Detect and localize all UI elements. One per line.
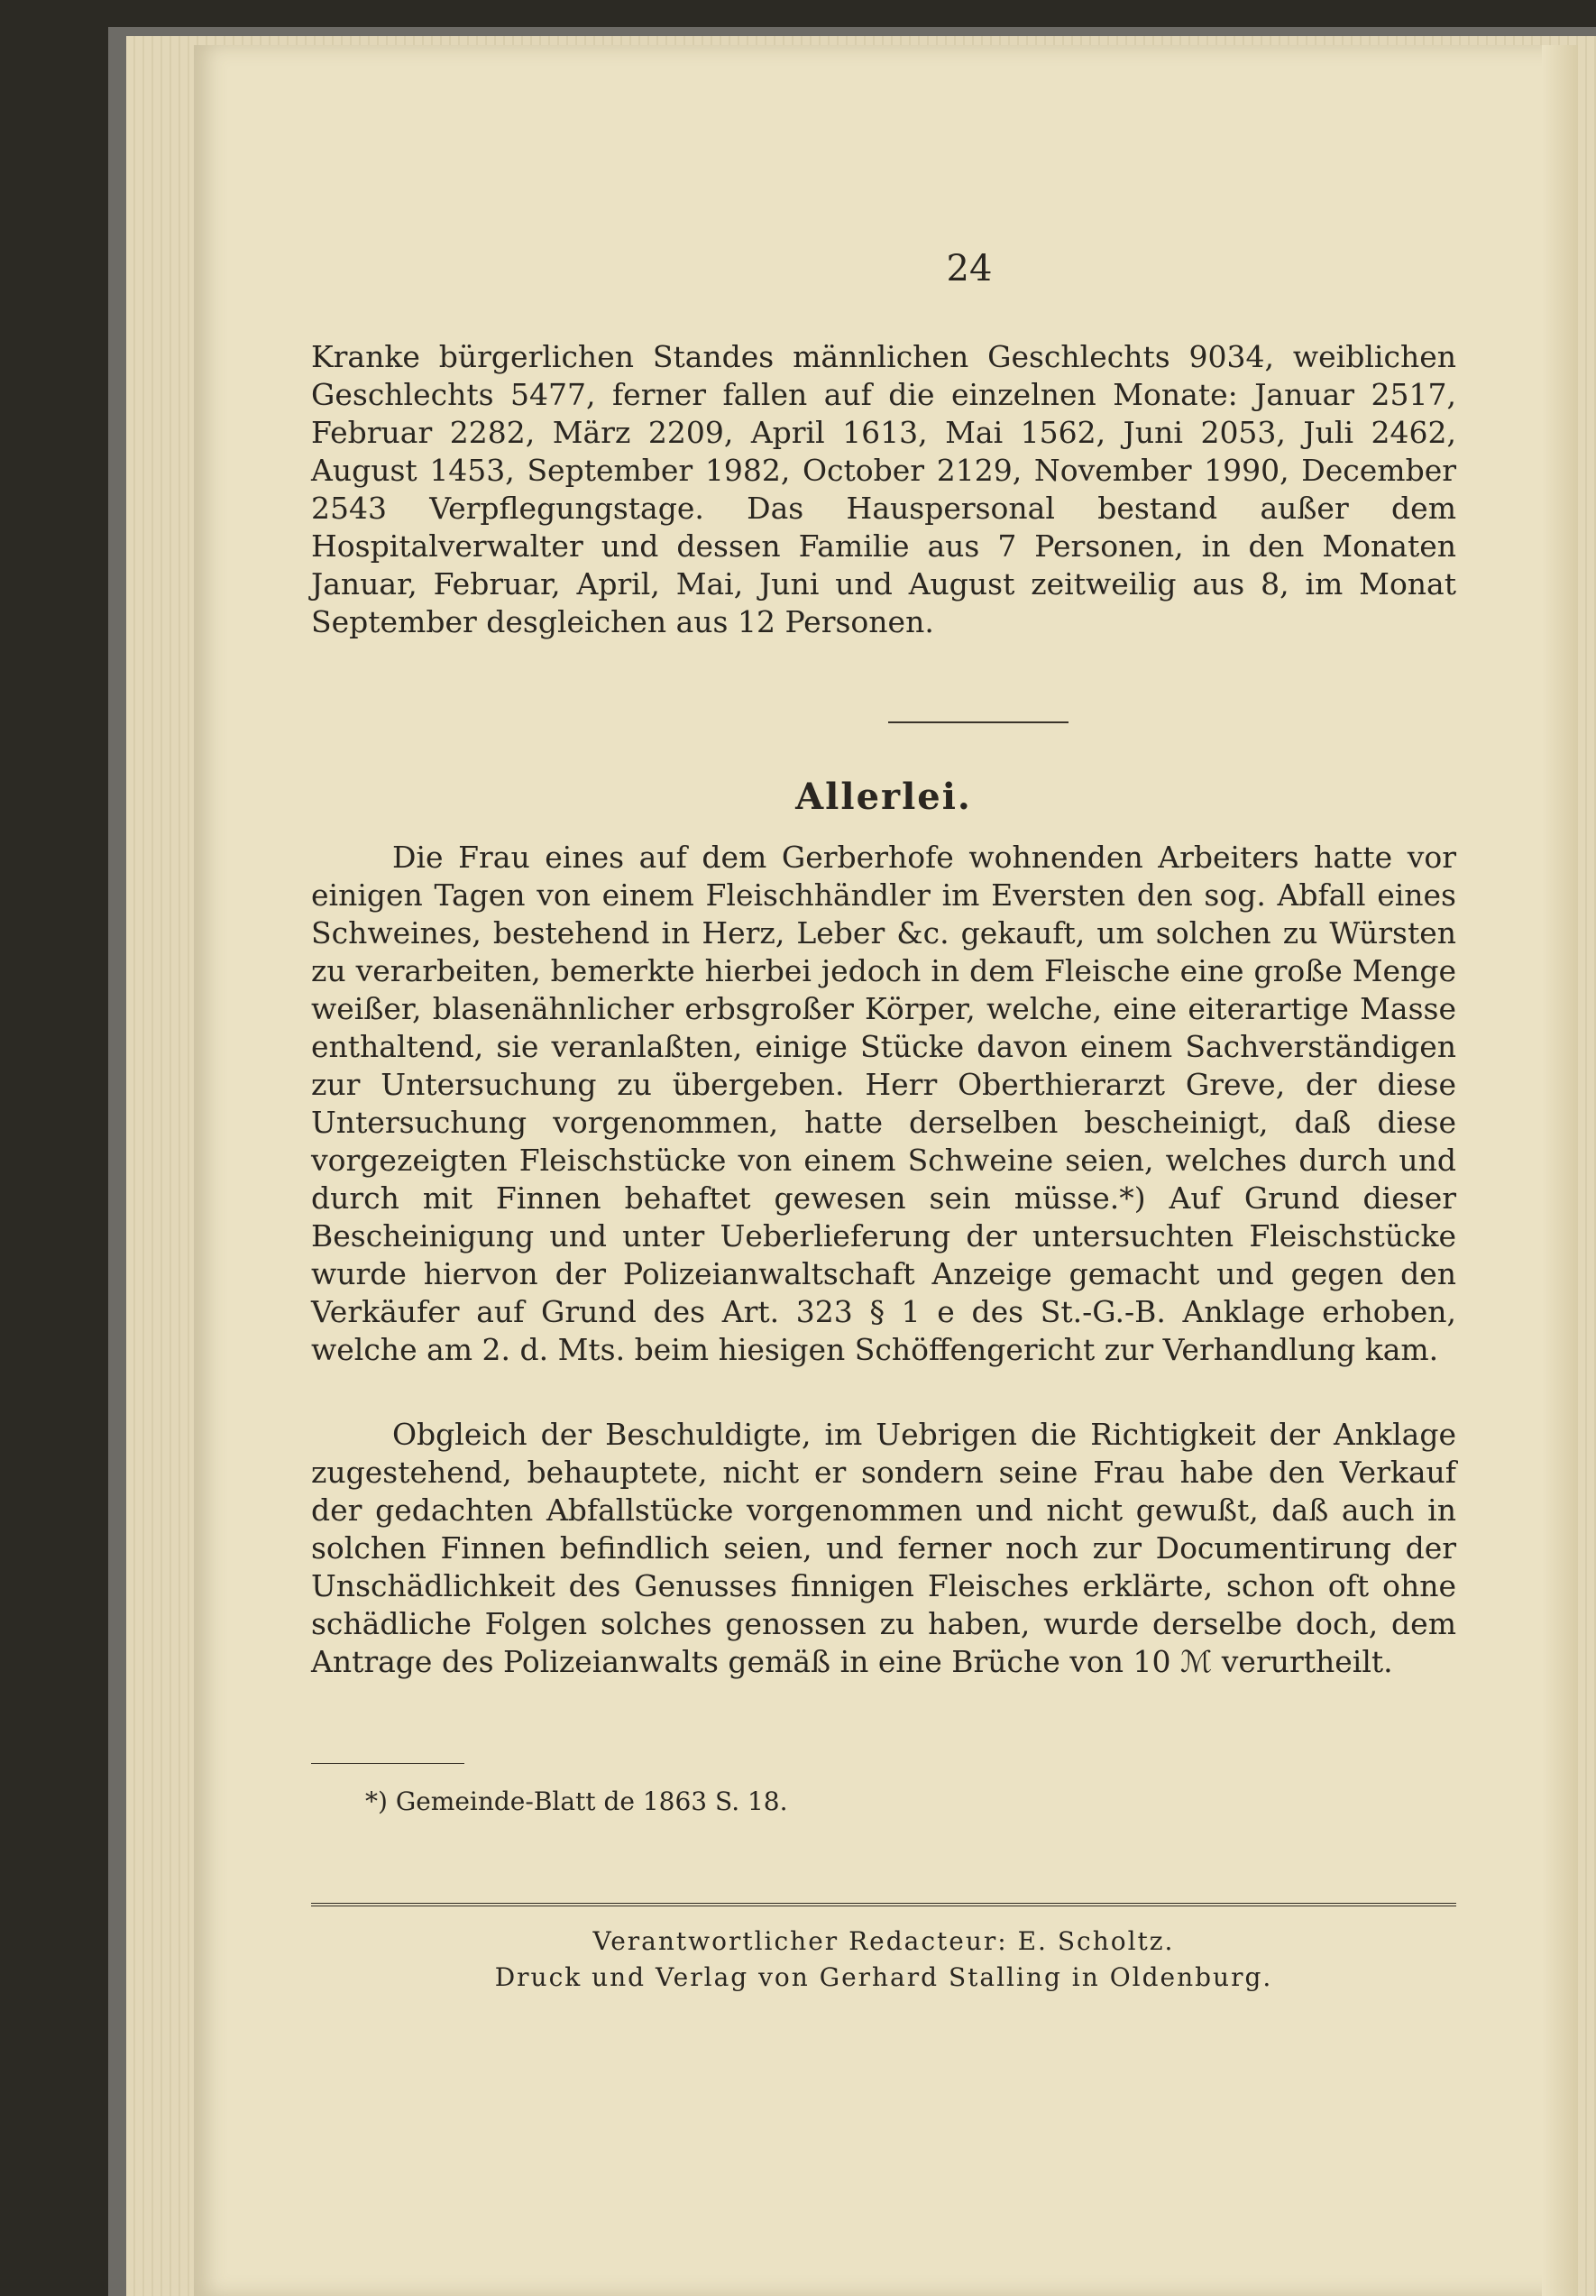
page-gutter [1542, 45, 1578, 2296]
imprint-editor: Verantwortlicher Redacteur: E. Scholtz. [592, 1926, 1175, 1956]
page-number: 24 [946, 248, 993, 289]
section-heading: Allerlei. [795, 776, 972, 818]
imprint-publisher: Druck und Verlag von Gerhard Stalling in Oldenburg. [494, 1962, 1273, 1992]
footnote: *) Gemeinde-Blatt de 1863 S. 18. [365, 1786, 788, 1816]
footnote-divider [311, 1763, 464, 1764]
section-divider [888, 721, 1069, 723]
paragraph-report: Die Frau eines auf dem Gerberhofe wohnenden Arbeiters hatte vor einigen Tagen von einem Fleischhändler im Eversten den sog. Abfall eines Schweines, bestehend in Herz, Leber &c. gekauft, um solchen zu Würsten zu verarbeiten, bemerkte hierbei jedoch in dem Fleische eine große Menge weißer, blasenähnlicher erbsgroßer Körper, welche, eine eiterartige Masse enthaltend, sie veranlaßten, einige Stücke davon einem Sachverständigen zur Untersuchung zu übergeben. Herr Oberthierarzt Greve, der diese Untersuchung vorgenommen, hatte derselben bescheinigt, daß diese vorgezeigten Fleischstücke von einem Schweine seien, welches durch und durch mit Finnen behaftet gewesen sein müsse.*) Auf Grund dieser Bescheinigung und unter Ueberlieferung der untersuchten Fleischstücke wurde hiervon der Polizeianwaltschaft Anzeige gemacht und gegen den Verkäufer auf Grund des Art. 323 § 1 e des St.-G.-B. Anklage erhoben, welche am 2. d. Mts. beim hiesigen Schöffengericht zur Verhandlung kam. [311, 840, 1456, 1367]
imprint-rule [311, 1903, 1456, 1909]
paragraph-verdict: Obgleich der Beschuldigte, im Uebrigen die Richtigkeit der Anklage zugestehend, behauptete, nicht er sondern seine Frau habe den Verkauf der gedachten Abfallstücke vorgenommen und nicht gewußt, daß auch in solchen Finnen befindlich seien, und ferner noch zur Documentirung der Unschädlichkeit des Genusses finnigen Fleisches erklärte, schon oft ohne schädliche Folgen solches genossen zu haben, wurde derselbe doch, dem Antrage des Polizeianwalts gemäß in eine Brüche von 10 ℳ verurtheilt. [311, 1417, 1456, 1679]
paragraph-statistics: Kranke bürgerlichen Standes männlichen Geschlechts 9034, weiblichen Geschlechts 5477, ferner fallen auf die einzelnen Monate: Januar 2517, Februar 2282, März 2209, April 1613, Mai 1562, Juni 2053, Juli 2462, August 1453, September 1982, October 2129, November 1990, December 2543 Verpflegungstage. Das Hauspersonal bestand außer dem Hospitalverwalter und dessen Familie aus 7 Personen, in den Monaten Januar, Februar, April, Mai, Juni und August zeitweilig aus 8, im Monat September desgleichen aus 12 Personen. [311, 339, 1456, 639]
